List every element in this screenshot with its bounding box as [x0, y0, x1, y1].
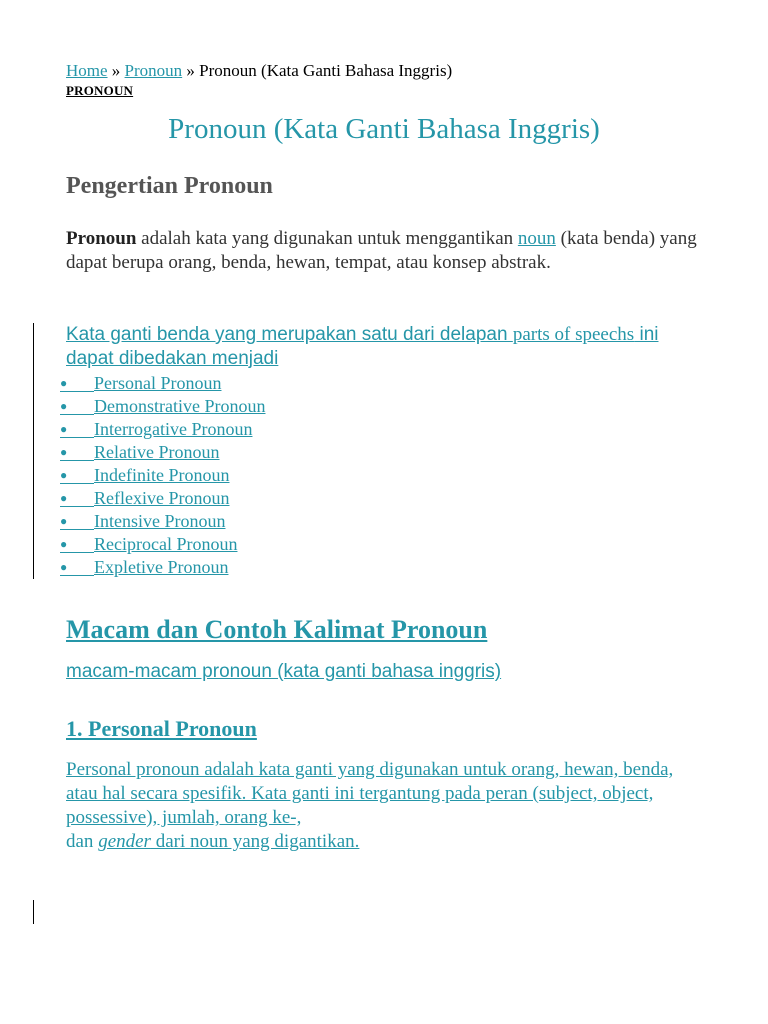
macam-heading-link[interactable]: Macam dan Contoh Kalimat Pronoun — [66, 615, 488, 644]
lead-text: parts of speechs — [512, 324, 635, 345]
list-item — [60, 418, 265, 441]
bullet-icon: ● — [60, 422, 68, 436]
bullet-underline — [60, 483, 94, 484]
lead-text: ini dapat dibedakan menjadi — [66, 324, 659, 369]
section-label: PRONOUN — [66, 83, 134, 98]
pronoun-types-list — [60, 372, 265, 579]
list-item — [60, 510, 265, 533]
bullet-underline — [60, 529, 94, 530]
bullet-icon: ● — [60, 560, 68, 574]
list-item — [60, 395, 265, 418]
bullet-icon: ● — [60, 514, 68, 528]
personal-pronoun-heading-link[interactable]: 1. Personal Pronoun — [66, 716, 257, 741]
breadcrumb-separator: » — [182, 61, 200, 80]
pronoun-type-link[interactable]: Indefinite Pronoun — [94, 465, 230, 485]
personal-pronoun-description[interactable] — [66, 758, 706, 854]
pengertian-heading: Pengertian Pronoun — [66, 173, 273, 199]
bullet-icon: ● — [60, 445, 68, 459]
bullet-underline — [60, 575, 94, 576]
list-item — [60, 441, 265, 464]
pronoun-type-link[interactable]: Personal Pronoun — [94, 373, 222, 393]
bullet-icon: ● — [60, 376, 68, 390]
breadcrumb-separator: » — [107, 61, 125, 80]
pengertian-paragraph — [66, 227, 706, 275]
bullet-underline — [60, 414, 94, 415]
pronoun-type-link[interactable]: Reciprocal Pronoun — [94, 534, 238, 554]
gender-term: gender — [98, 831, 151, 852]
lead-text: Kata ganti benda yang merupakan satu dari delapan — [66, 324, 513, 345]
description-text: Personal pronoun adalah kata ganti yang digunakan untuk orang, hewan, benda, atau hal secara spesifik. Kata ganti ini tergantung pada peran (subject, object, possessive), jumlah, orang ke-, — [66, 759, 674, 828]
pronoun-type-link[interactable]: Reflexive Pronoun — [94, 488, 230, 508]
breadcrumb-pronoun-link[interactable]: Pronoun — [124, 61, 183, 80]
pronoun-type-link[interactable]: Intensive Pronoun — [94, 511, 226, 531]
breadcrumb — [66, 61, 452, 81]
description-text: dan — [66, 831, 99, 852]
intro-text-end: (kata benda) yang dapat berupa orang, benda, hewan, tempat, atau konsep abstrak. — [66, 228, 697, 273]
intro-text: adalah kata yang digunakan untuk menggantikan — [136, 228, 518, 249]
pronoun-type-link[interactable]: Relative Pronoun — [94, 442, 220, 462]
list-item — [60, 533, 265, 556]
bullet-underline — [60, 460, 94, 461]
bullet-icon: ● — [60, 537, 68, 551]
list-item — [60, 556, 265, 579]
types-lead-link[interactable] — [66, 323, 706, 371]
bullet-underline — [60, 437, 94, 438]
bullet-icon: ● — [60, 399, 68, 413]
list-item — [60, 464, 265, 487]
noun-link[interactable]: noun — [517, 228, 556, 249]
bullet-underline — [60, 506, 94, 507]
pronoun-term: Pronoun — [66, 228, 137, 249]
list-item — [60, 487, 265, 510]
pronoun-type-link[interactable]: Expletive Pronoun — [94, 557, 229, 577]
macam-subtitle-link[interactable]: macam-macam pronoun (kata ganti bahasa inggris) — [66, 661, 502, 682]
bullet-icon: ● — [60, 468, 68, 482]
left-margin-rule — [33, 900, 34, 924]
bullet-underline — [60, 391, 94, 392]
page-title: Pronoun (Kata Ganti Bahasa Inggris) — [168, 113, 600, 145]
pronoun-type-link[interactable]: Interrogative Pronoun — [94, 419, 253, 439]
list-item — [60, 372, 265, 395]
description-text: dari noun yang digantikan. — [150, 831, 360, 852]
breadcrumb-home-link[interactable]: Home — [66, 61, 108, 80]
bullet-underline — [60, 552, 94, 553]
left-margin-rule — [33, 323, 34, 579]
pronoun-type-link[interactable]: Demonstrative Pronoun — [94, 396, 266, 416]
breadcrumb-current: Pronoun (Kata Ganti Bahasa Inggris) — [199, 61, 453, 80]
bullet-icon: ● — [60, 491, 68, 505]
